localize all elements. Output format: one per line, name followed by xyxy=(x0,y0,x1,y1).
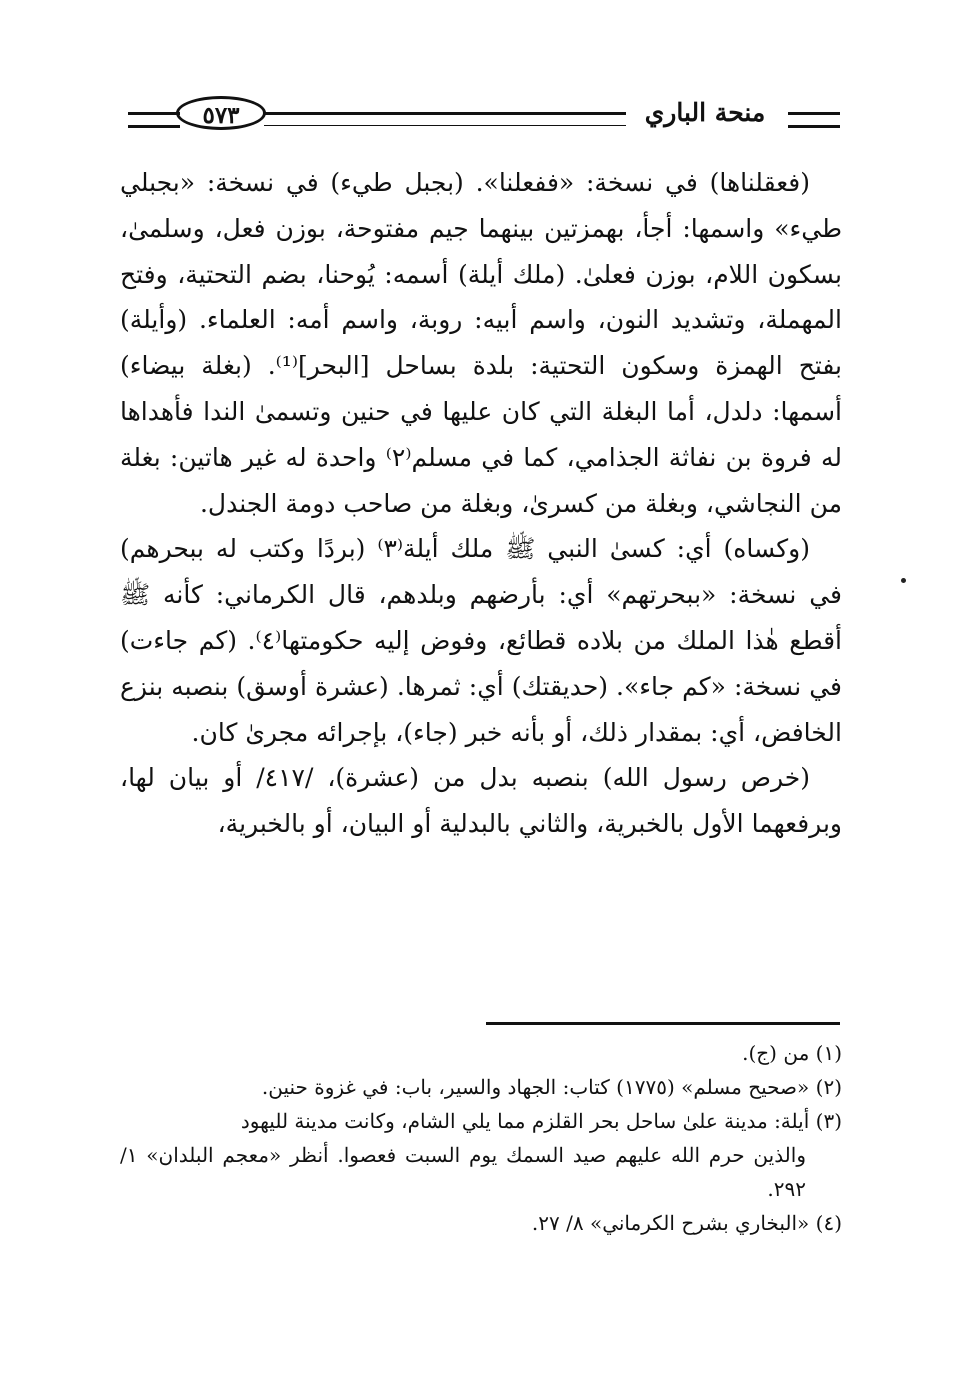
paragraph-3: (خرص رسول الله) بنصبه بدل من (عشرة)، /٤١٧/ أو بيان لها، وبرفعهما الأول بالخبرية، والثاني بالبدلية أو البيان، أو بالخبرية، xyxy=(120,763,842,839)
footnote-2: (٢) «صحيح مسلم» (١٧٧٥) كتاب: الجهاد والسير، باب: في غزوة حنين. xyxy=(261,1075,842,1099)
paragraph-2: (وكساه) أي: كسىٰ النبي ﷺ ملك أيلة⁽٣⁾ (بردًا وكتب له ببحرهم) في نسخة: «ببحرتهم» أي: بأرضهم وبلدهم، قال الكرماني: كأنه ﷺ أقطع هٰذا الملك من بلاده قطائع، وفوض إليه حكومتها⁽٤⁾. (كم جاءت) في نسخة: «كم جاء». (حديقتك) أي: ثمرها. (عشرة أوسق) بنصبه بنزع الخافض، أي: بمقدار ذلك، أو بأنه خبر (جاء)، بإجرائه مجرىٰ كان. xyxy=(120,534,843,747)
footnote-3: (٣) أيلة: مدينة علىٰ ساحل بحر القلزم مما يلي الشام، وكانت مدينة لليهود xyxy=(240,1109,842,1133)
margin-dot xyxy=(901,578,906,583)
footnote-separator xyxy=(486,1022,840,1025)
header-rule-left xyxy=(128,112,180,128)
footnote-4: (٤) «البخاري بشرح الكرماني» ٨/ ٢٧. xyxy=(531,1211,842,1235)
footnote-1: (١) من (ج). xyxy=(742,1041,842,1065)
page-number: ٥٧٣ xyxy=(176,96,266,130)
header-rule-middle xyxy=(264,112,626,126)
header-rule-right xyxy=(788,112,840,128)
main-text xyxy=(120,160,842,847)
paragraph-1: (فعقلناها) في نسخة: «ففعلنا». (بجبل طيء) في نسخة: «بجبلي طيء» واسمها: أجأ، بهمزتين بينهما جيم مفتوحة، بوزن فعل، وسلمىٰ، بسكون اللام، بوزن فعلىٰ. (ملك أيلة) أسمه: يُوحنا، بضم التحتية، وفتح المهملة، وتشديد النون، واسم أبيه: روبة، واسم أمه: العلماء. (وأيلة) بفتح الهمزة وسكون التحتية: بلدة بساحل [البحر]⁽¹⁾. (بغلة بيضاء) أسمها: دلدل، أما البغلة التي كان عليها في حنين وتسمىٰ الندا فأهداها له فروة بن نفاثة الجذامي، كما في مسلم⁽٢⁾ واحدة له غير هاتين: بغلة من النجاشي، وبغلة من كسرىٰ، وبغلة من صاحب دومة الجندل. xyxy=(120,168,842,518)
footnotes xyxy=(120,1036,842,1240)
page-header xyxy=(128,96,840,146)
book-title: منحة الباري xyxy=(644,98,766,127)
footnote-3-continuation: والذين حرم الله عليهم صيد السمك يوم السبت فعصوا. أنظر «معجم البلدان» ١/ ٢٩٢. xyxy=(120,1143,806,1201)
